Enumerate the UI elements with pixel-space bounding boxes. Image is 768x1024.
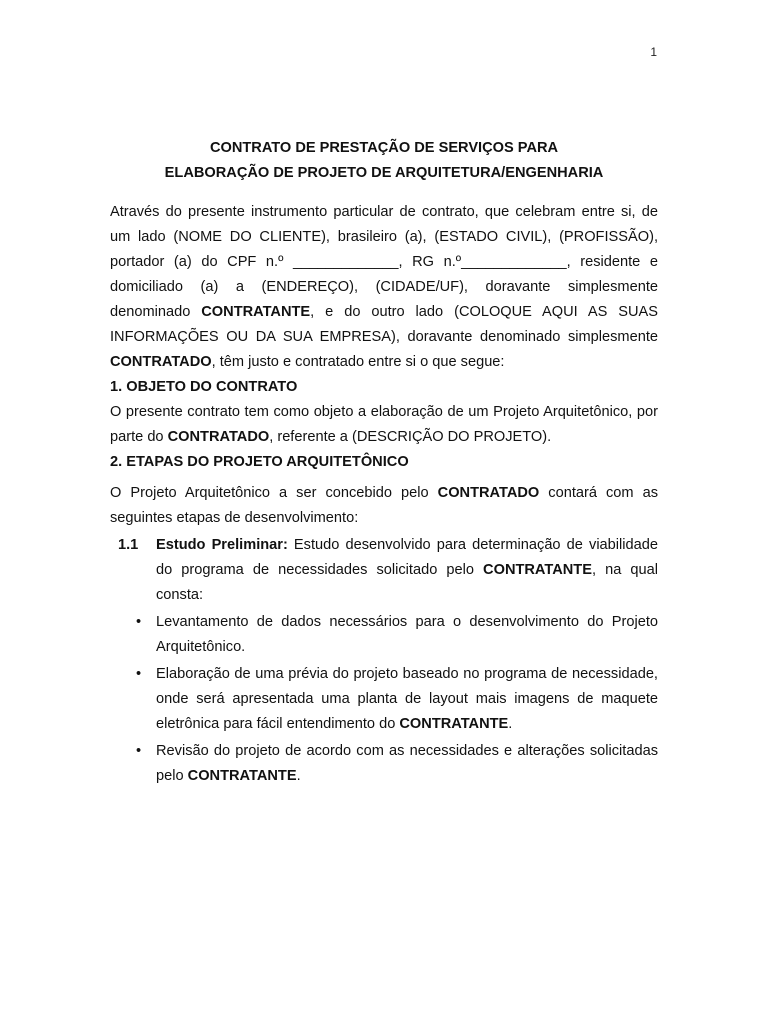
section-2-paragraph: [110, 481, 658, 531]
section-2-heading: 2. ETAPAS DO PROJETO ARQUITETÔNICO: [110, 454, 409, 470]
bullet-tail: .: [508, 716, 513, 732]
intro-contratante: CONTRATANTE: [201, 304, 311, 320]
subitem-text-2: , na qual consta:: [156, 562, 658, 603]
intro-text-1: Através do presente instrumento particular de contrato, que celebram entre si, de um lado (NOME DO CLIENTE), brasileiro (a), (ESTADO CIVIL), (PROFISSÃO), portador (a) do CPF n.º _____________, RG n.º_____________, residente e domiciliado (a) a (ENDEREÇO), (CIDADE/UF), doravante simplesmente denominado: [110, 204, 658, 320]
bullet-icon: •: [136, 614, 142, 630]
intro-text-2: , e do outro lado (COLOQUE AQUI AS SUAS INFORMAÇÕES OU DA SUA EMPRESA), doravante denominado simplesmente: [110, 304, 658, 345]
page-number: 1: [650, 45, 657, 59]
section-1-text-1: O presente contrato tem como objeto a elaboração de um Projeto Arquitetônico, por parte do: [110, 404, 658, 445]
bullet-bold: CONTRATANTE: [399, 716, 509, 732]
subitem-body: [156, 533, 658, 608]
intro-contratado: CONTRATADO: [110, 354, 212, 370]
intro-text-3: , têm justo e contratado entre si o que segue:: [211, 354, 505, 370]
subitem-number: 1.1: [118, 537, 139, 553]
list-item: [110, 610, 658, 660]
bullet-tail: .: [296, 768, 301, 784]
bullet-text: Levantamento de dados necessários para o desenvolvimento do Projeto Arquitetônico.: [156, 614, 658, 655]
bullet-list: [110, 610, 658, 789]
document-title: [0, 136, 768, 185]
intro-paragraph: [110, 200, 658, 375]
bullet-bold: CONTRATANTE: [187, 768, 297, 784]
subitem-1-1: [118, 533, 658, 608]
section-1-text-2: , referente a (DESCRIÇÃO DO PROJETO).: [269, 429, 552, 445]
list-item: [110, 739, 658, 789]
subitem-text-1: Estudo desenvolvido para determinação de viabilidade do programa de necessidades solicitado pelo: [156, 537, 658, 578]
section-2-text-1: O Projeto Arquitetônico a ser concebido pelo: [110, 485, 438, 501]
section-1-paragraph: [110, 400, 658, 450]
title-line-2: ELABORAÇÃO DE PROJETO DE ARQUITETURA/ENGENHARIA: [164, 164, 604, 181]
section-2-text-2: contará com as seguintes etapas de desenvolvimento:: [110, 485, 658, 526]
title-line-1: CONTRATO DE PRESTAÇÃO DE SERVIÇOS PARA: [209, 140, 559, 156]
section-1-heading: 1. OBJETO DO CONTRATO: [110, 379, 298, 395]
section-1-contratado: CONTRATADO: [167, 429, 270, 445]
bullet-text: Revisão do projeto de acordo com as necessidades e alterações solicitadas pelo: [156, 743, 658, 784]
bullet-text: Elaboração de uma prévia do projeto baseado no programa de necessidade, onde será apresentada uma planta de layout mais imagens de maquete eletrônica para fácil entendimento do: [156, 666, 658, 732]
section-2-contratado: CONTRATADO: [437, 485, 540, 501]
subitem-label: Estudo Preliminar:: [156, 537, 288, 553]
list-item: [110, 662, 658, 737]
document-body: [110, 200, 658, 789]
bullet-icon: •: [136, 666, 142, 682]
bullet-icon: •: [136, 743, 142, 759]
subitem-contratante: CONTRATANTE: [483, 562, 592, 578]
